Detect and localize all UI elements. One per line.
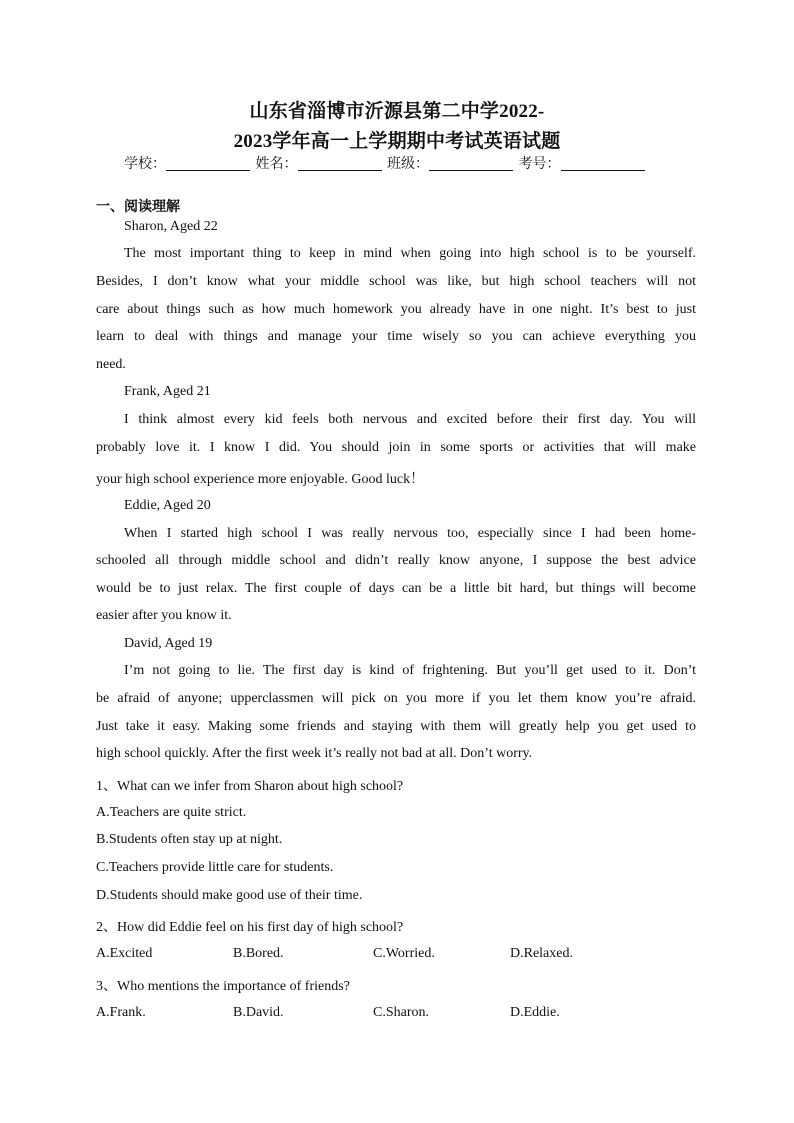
passage-line: Besides, I don’t know what your middle school was like, but high school teachers will not [96, 274, 696, 289]
name-blank[interactable] [298, 156, 382, 171]
exam-title-line-2: 2023学年高一上学期期中考试英语试题 [233, 131, 561, 152]
passage-line: Just take it easy. Making some friends and staying with them will greatly help you get used to [96, 719, 696, 734]
question-1-option-b[interactable]: B.Students often stay up at night. [96, 832, 283, 847]
passage-line: high school quickly. After the first week it’s really not bad at all. Don’t worry. [96, 746, 533, 761]
speaker-david: David, Aged 19 [124, 636, 213, 651]
passage-line: probably love it. I know I did. You should join in some sports or activities that will make [96, 440, 696, 455]
question-3-option-a[interactable]: A.Frank. [96, 1005, 146, 1020]
question-3-stem: 3、Who mentions the importance of friends? [96, 979, 350, 994]
question-2-stem: 2、How did Eddie feel on his first day of high school? [96, 920, 404, 935]
passage-line: I’m not going to lie. The first day is kind of frightening. But you’ll get used to it. Don’t [124, 663, 696, 678]
question-3-option-c[interactable]: C.Sharon. [373, 1005, 429, 1020]
passage-line: would be to just relax. The first couple of days can be a little bit hard, but things will become [96, 581, 696, 596]
speaker-frank: Frank, Aged 21 [124, 384, 211, 399]
student-info-row [124, 153, 684, 173]
section-heading-reading: 一、阅读理解 [96, 200, 180, 215]
question-1-option-d[interactable]: D.Students should make good use of their time. [96, 888, 363, 903]
name-label: 姓名： [255, 157, 298, 172]
question-2-option-c[interactable]: C.Worried. [373, 946, 435, 961]
question-1-option-c[interactable]: C.Teachers provide little care for students. [96, 860, 334, 875]
passage-line: I think almost every kid feels both nervous and excited before their first day. You will [124, 412, 696, 427]
question-1-option-a[interactable]: A.Teachers are quite strict. [96, 805, 247, 820]
exam-title-line-1: 山东省淄博市沂源县第二中学2022- [249, 101, 545, 122]
exam-number-label: 考号： [518, 157, 561, 172]
speaker-sharon: Sharon, Aged 22 [124, 219, 218, 234]
question-3-option-d[interactable]: D.Eddie. [510, 1005, 560, 1020]
passage-line: easier after you know it. [96, 608, 232, 623]
class-label: 班级： [387, 157, 429, 172]
question-2-option-a[interactable]: A.Excited [96, 946, 153, 961]
question-2-option-b[interactable]: B.Bored. [233, 946, 284, 961]
passage-line: When I started high school I was really nervous too, especially since I had been home- [124, 526, 696, 541]
class-blank[interactable] [429, 156, 513, 171]
question-2-option-d[interactable]: D.Relaxed. [510, 946, 573, 961]
passage-line: be afraid of anyone; upperclassmen will pick on you more if you let them know you’re afraid. [96, 691, 696, 706]
passage-line: need. [96, 357, 126, 372]
exam-number-blank[interactable] [561, 156, 645, 171]
question-1-stem: 1、What can we infer from Sharon about high school? [96, 779, 404, 794]
question-3-option-b[interactable]: B.David. [233, 1005, 284, 1020]
school-blank[interactable] [166, 156, 250, 171]
speaker-eddie: Eddie, Aged 20 [124, 498, 211, 513]
passage-line: learn to deal with things and manage your time wisely so you can achieve everything you [96, 329, 696, 344]
passage-line: care about things such as how much homework you already have in one night. It’s best to just [96, 302, 696, 317]
passage-line: schooled all through middle school and didn’t really know anyone, I suppose the best advice [96, 553, 696, 568]
passage-line: your high school experience more enjoyable. Good luck！ [96, 472, 425, 487]
passage-line: The most important thing to keep in mind when going into high school is to be yourself. [124, 246, 696, 261]
school-label: 学校： [124, 157, 166, 172]
